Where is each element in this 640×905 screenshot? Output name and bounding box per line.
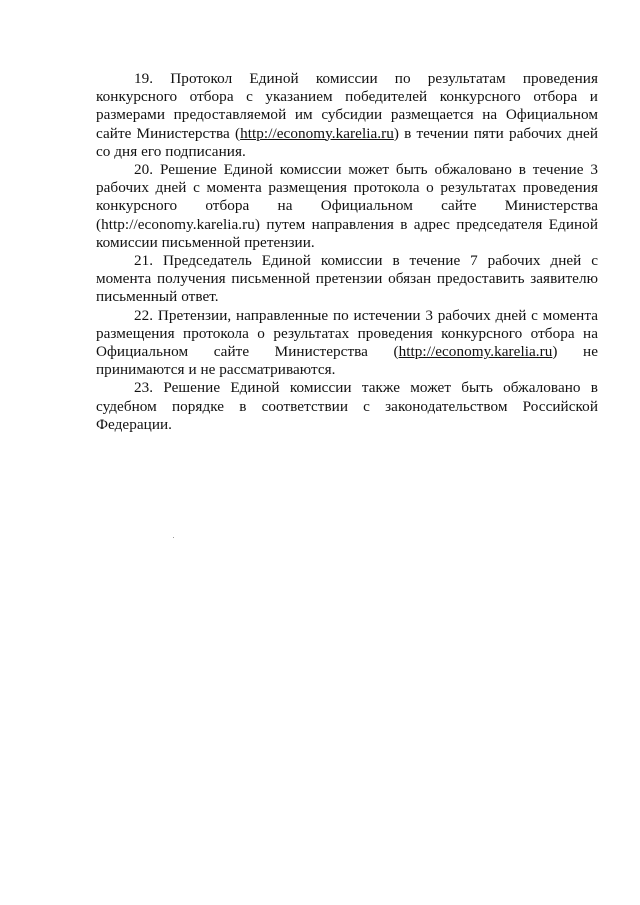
paragraph-21 — [96, 252, 598, 307]
paragraph-19-text: 19. Протокол Единой комиссии по результатам проведения конкурсного отбора с указанием победителей конкурсного отбора и размерами предоставляемой им субсидии размещается на Официальном сайте Министерства ( — [96, 70, 598, 142]
document-body — [96, 70, 598, 434]
paragraph-22 — [96, 307, 598, 380]
scan-speck — [173, 537, 174, 538]
paragraph-22-text-end: ) не принимаются и не рассматриваются. — [96, 343, 598, 379]
paragraph-21-text: 21. Председатель Единой комиссии в течение 7 рабочих дней с момента получения письменной претензии обязан предоставить заявителю письменный ответ. — [96, 252, 598, 306]
paragraph-19 — [96, 70, 598, 161]
paragraph-20-text: 20. Решение Единой комиссии может быть обжаловано в течение 3 рабочих дней с момента размещения протокола о результатах проведения конкурсного отбора на Официальном сайте Министерства (http://economy.karelia.ru) путем направления в адрес председателя Единой комиссии письменной претензии. — [96, 161, 598, 251]
paragraph-20 — [96, 161, 598, 252]
paragraph-22-link[interactable]: http://economy.karelia.ru — [398, 343, 553, 361]
paragraph-23 — [96, 379, 598, 434]
paragraph-23-text: 23. Решение Единой комиссии также может быть обжаловано в судебном порядке в соответствии с законодательством Российской Федерации. — [96, 379, 598, 433]
paragraph-22-text: 22. Претензии, направленные по истечении 3 рабочих дней с момента размещения протокола о результатах проведения конкурсного отбора на Официальном сайте Министерства ( — [96, 306, 598, 361]
paragraph-19-link[interactable]: http://economy.karelia.ru — [240, 124, 394, 142]
paragraph-19-text-end: ) в течении пяти рабочих дней со дня его подписания. — [96, 124, 599, 160]
